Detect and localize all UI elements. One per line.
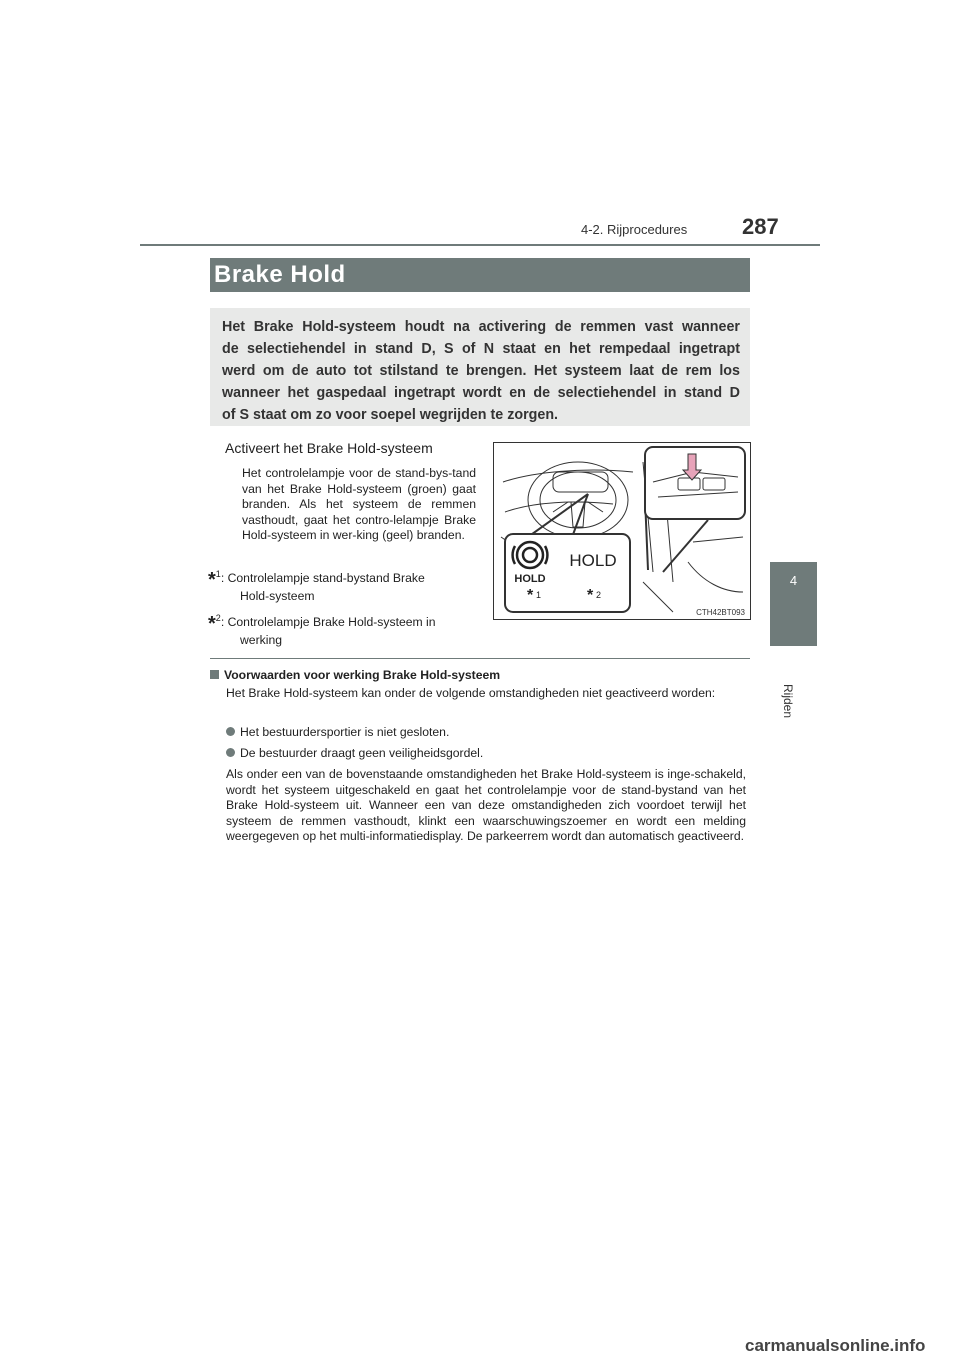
item-heading: Activeert het Brake Hold-systeem [225, 440, 433, 456]
bullet-dot-icon [226, 727, 235, 736]
intro-line: of S staat om zo voor soepel wegrijden te zorgen. [222, 407, 559, 423]
figure-marker-1: * [527, 587, 534, 604]
conditions-paragraph: Als onder een van de bovenstaande omstandigheden het Brake Hold-systeem is inge-schakeld, wordt het systeem uitgeschakeld en gaat het controlelampje voor de stand-bystand van het Brake Hold-systeem uit. Wanneer een van deze omstandigheden zich voordoet terwijl het systeem de remmen vasthoudt, klinkt een waarschuwingszoemer en wordt een melding weergegeven op het multi-informatiedisplay. De parkeerrem wordt dan automatisch geactiveerd. [226, 767, 746, 844]
figure-code: CTH42BT093 [696, 608, 745, 617]
list-item-text: De bestuurder draagt geen veiligheidsgordel. [240, 746, 484, 760]
figure-marker-2: * [587, 587, 594, 604]
list-item [226, 725, 449, 739]
conditions-heading [210, 668, 500, 682]
brake-hold-illustration [493, 442, 751, 620]
footnote-marker: * [208, 613, 216, 635]
list-item-text: Het bestuurdersportier is niet gesloten. [240, 725, 450, 739]
figure-num-1: 1 [536, 590, 542, 600]
figure-num-2: 2 [596, 590, 602, 600]
section-breadcrumb: 4-2. Rijprocedures [581, 222, 688, 237]
section-divider [210, 658, 750, 659]
header-divider [140, 244, 820, 246]
chapter-number: 4 [789, 573, 798, 588]
intro-line: de selectiehendel in stand D, S of N staat en het rempedaal ingetrapt [222, 341, 740, 357]
footnote-text-cont: Hold-systeem [240, 589, 315, 603]
footnote-text: : Controlelampje stand-bystand Brake [220, 571, 425, 585]
footnote-1 [208, 566, 478, 604]
chapter-label: Rijden [781, 684, 795, 719]
intro-line: Het Brake Hold-systeem houdt na activering de remmen vast wanneer [222, 319, 740, 335]
footnote-number: 1 [215, 569, 221, 579]
intro-line: wanneer het gaspedaal ingetrapt wordt en de selectiehendel in stand D [222, 385, 740, 401]
footnote-2 [208, 610, 478, 648]
square-bullet-icon [210, 670, 219, 679]
item-description: Het controlelampje voor de stand-bys-tand van het Brake Hold-systeem (groen) gaat branden. Als het systeem de remmen vasthoudt, gaat het contro-lelampje Brake Hold-systeem in wer-king (geel) branden. [242, 466, 476, 543]
footnote-text-cont: werking [240, 633, 282, 647]
list-item [226, 746, 483, 760]
intro-text [222, 316, 740, 426]
intro-line: werd om de auto tot stilstand te brengen. Het systeem laat de rem los [222, 363, 740, 379]
footnote-marker: * [208, 569, 216, 591]
indicator-label-1: HOLD [514, 573, 546, 585]
conditions-lead: Het Brake Hold-systeem kan onder de volgende omstandigheden niet geactiveerd worden: [226, 686, 716, 700]
conditions-heading-text: Voorwaarden voor werking Brake Hold-systeem [224, 668, 501, 682]
bullet-dot-icon [226, 748, 235, 757]
page-title: Brake Hold [214, 261, 346, 288]
page-number: 287 [742, 214, 779, 239]
watermark: carmanualsonline.info [745, 1336, 926, 1355]
footnote-text: : Controlelampje Brake Hold-systeem in [220, 615, 436, 629]
indicator-label-2: HOLD [569, 551, 617, 570]
footnote-number: 2 [215, 613, 221, 623]
